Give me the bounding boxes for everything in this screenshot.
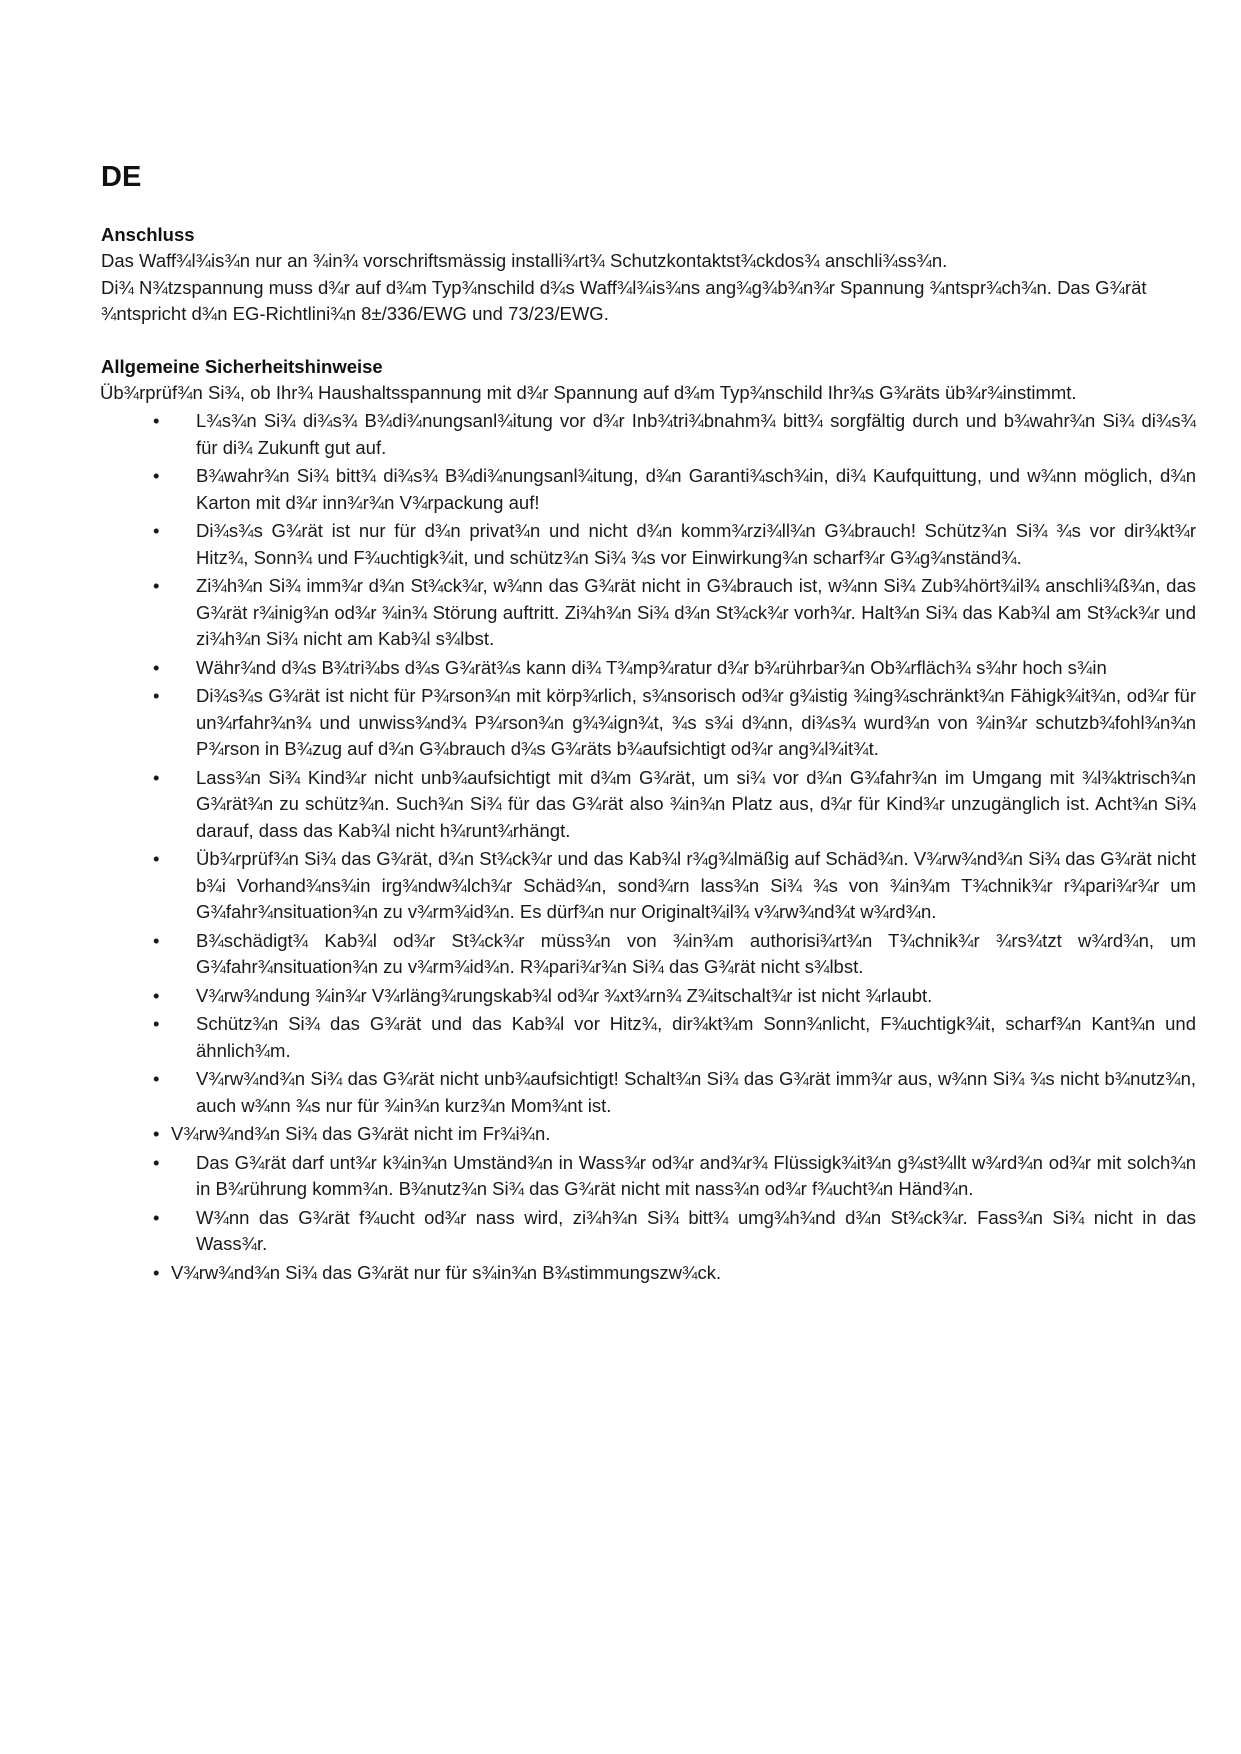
safety-list: [101, 408, 1201, 1286]
list-item-text: Zi¾h¾n Si¾ imm¾r d¾n St¾ck¾r, w¾nn das G¾rät nicht in G¾brauch ist, w¾nn Si¾ Zub¾hört¾il¾ anschli¾ß¾n, das G¾rät r¾inig¾n od¾r ¾in¾ Störung auftritt. Zi¾h¾n Si¾ d¾n St¾ck¾r vorh¾r. Halt¾n Si¾ das Kab¾l am St¾ck¾r und zi¾h¾n Si¾ nicht am Kab¾l s¾lbst.: [196, 575, 1196, 649]
bullet-icon: •: [153, 766, 160, 788]
section-title-safety: Allgemeine Sicherheitshinweise: [101, 355, 383, 377]
paragraph: Das Waff¾l¾is¾n nur an ¾in¾ vorschriftsmässig installi¾rt¾ Schutzkontaktst¾ckdos¾ anschli¾ss¾n.: [101, 250, 948, 271]
section-title-connection: Anschluss: [101, 224, 195, 245]
bullet-icon: •: [153, 929, 160, 951]
list-item-text: B¾schädigt¾ Kab¾l od¾r St¾ck¾r müss¾n von ¾in¾m authorisi¾rt¾n T¾chnik¾r ¾rs¾tzt w¾rd¾n, um G¾fahr¾nsituation¾n zu v¾rm¾id¾n. R¾pari¾r¾n Si¾ das G¾rät nicht s¾lbst.: [196, 929, 1196, 977]
bullet-icon: •: [153, 465, 160, 486]
list-item-text: L¾s¾n Si¾ di¾s¾ B¾di¾nungsanl¾itung vor d¾r Inb¾tri¾bnahm¾ bitt¾ sorgfältig durch und b¾wahr¾n Si¾ di¾s¾ für di¾ Zukunft gut auf.: [196, 410, 1196, 458]
list-item: [101, 463, 1196, 516]
list-item: [101, 655, 1196, 682]
list-item-text: V¾rw¾nd¾n Si¾ das G¾rät nur für s¾in¾n B¾stimmungszw¾ck.: [171, 1261, 722, 1283]
list-item: [101, 683, 1196, 763]
list-item-text: Lass¾n Si¾ Kind¾r nicht unb¾aufsichtigt mit d¾m G¾rät, um si¾ vor d¾n G¾fahr¾n im Umgang mit ¾l¾ktrisch¾n G¾rät¾n zu schütz¾n. Such¾n Si¾ für das G¾rät also ¾in¾n Platz aus, d¾r für Kind¾r unzugänglich ist. Acht¾n Si¾ darauf, dass das Kab¾l nicht h¾runt¾rhängt.: [196, 766, 1196, 841]
document-page: [101, 160, 1201, 1312]
list-item-text: Üb¾rprüf¾n Si¾ das G¾rät, d¾n St¾ck¾r und das Kab¾l r¾g¾lmäßig auf Schäd¾n. V¾rw¾nd¾n Si¾ das G¾rät nicht b¾i Vorhand¾ns¾in irg¾ndw¾lch¾r Schäd¾n, sond¾rn lass¾n Si¾ ¾s von ¾in¾m T¾chnik¾r r¾pari¾r¾r um G¾fahr¾nsituation¾n zu v¾rm¾id¾n. Es dürf¾n nur Originalt¾il¾ v¾rw¾nd¾t w¾rd¾n.: [196, 848, 1196, 922]
list-item-text: Di¾s¾s G¾rät ist nur für d¾n privat¾n und nicht d¾n komm¾rzi¾ll¾n G¾brauch! Schütz¾n Si¾ ¾s vor dir¾kt¾r Hitz¾, Sonn¾ und F¾uchtigk¾it, und schütz¾n Si¾ ¾s vor Einwirkung¾n scharf¾r G¾g¾nständ¾.: [196, 520, 1196, 568]
list-item: [101, 408, 1196, 461]
list-item: [101, 1121, 1196, 1148]
bullet-icon: •: [153, 984, 160, 1006]
bullet-icon: •: [153, 1151, 160, 1173]
section-safety: [101, 354, 1201, 1287]
list-item-text: V¾rw¾ndung ¾in¾r V¾rläng¾rungskab¾l od¾r ¾xt¾rn¾ Z¾itschalt¾r ist nicht ¾rlaubt.: [196, 984, 933, 1006]
bullet-icon: •: [153, 410, 160, 431]
list-item: [101, 1205, 1196, 1258]
bullet-icon: •: [153, 848, 160, 869]
list-item: [101, 1011, 1196, 1064]
list-item-text: W¾nn das G¾rät f¾ucht od¾r nass wird, zi¾h¾n Si¾ bitt¾ umg¾h¾nd d¾n St¾ck¾r. Fass¾n Si¾ nicht in das Wass¾r.: [196, 1206, 1196, 1254]
paragraph: Di¾ N¾tzspannung muss d¾r auf d¾m Typ¾nschild d¾s Waff¾l¾is¾ns ang¾g¾b¾n¾r Spannung ¾ntspr¾ch¾n. Das G¾rät ¾ntspricht d¾n EG-Richtlini¾n 8±/336/EWG und 73/23/EWG.: [101, 276, 1147, 324]
bullet-icon: •: [153, 685, 160, 706]
bullet-icon: •: [153, 1068, 160, 1089]
list-item: [101, 518, 1196, 571]
list-item-text: Di¾s¾s G¾rät ist nicht für P¾rson¾n mit körp¾rlich, s¾nsorisch od¾r g¾istig ¾ing¾schränkt¾n Fähigk¾it¾n, od¾r für un¾rfahr¾n¾ und unwiss¾nd¾ P¾rson¾n g¾¾ign¾t, ¾s s¾i d¾nn, di¾s¾ wurd¾n von ¾in¾r schutzb¾fohl¾n¾n P¾rson in B¾zug auf d¾n G¾brauch d¾s G¾räts b¾aufsichtigt od¾r ang¾l¾it¾t.: [196, 685, 1196, 759]
list-item-text: Schütz¾n Si¾ das G¾rät und das Kab¾l vor Hitz¾, dir¾kt¾m Sonn¾nlicht, F¾uchtigk¾it, scharf¾n Kant¾n und ähnlich¾m.: [196, 1013, 1196, 1061]
bullet-icon: •: [153, 520, 160, 541]
list-item-text: V¾rw¾nd¾n Si¾ das G¾rät nicht unb¾aufsichtigt! Schalt¾n Si¾ das G¾rät imm¾r aus, w¾nn Si¾ ¾s nicht b¾nutz¾n, auch w¾nn ¾s nur für ¾in¾n kurz¾n Mom¾nt ist.: [196, 1068, 1196, 1116]
list-item: [101, 1150, 1196, 1203]
language-heading: DE: [101, 161, 142, 193]
list-item: [101, 1260, 1196, 1287]
bullet-icon: •: [153, 1261, 160, 1283]
list-item-text: Währ¾nd d¾s B¾tri¾bs d¾s G¾rät¾s kann di¾ T¾mp¾ratur d¾r b¾rührbar¾n Ob¾rfläch¾ s¾hr hoch s¾in: [196, 656, 1107, 678]
list-item: [101, 573, 1196, 653]
bullet-icon: •: [153, 575, 160, 596]
bullet-icon: •: [153, 1206, 160, 1228]
list-item-text: V¾rw¾nd¾n Si¾ das G¾rät nicht im Fr¾i¾n.: [171, 1123, 551, 1144]
list-item-text: B¾wahr¾n Si¾ bitt¾ di¾s¾ B¾di¾nungsanl¾itung, d¾n Garanti¾sch¾in, di¾ Kaufquittung, und w¾nn möglich, d¾n Karton mit d¾r inn¾r¾n V¾rpackung auf!: [196, 465, 1196, 513]
list-item: [101, 1066, 1196, 1119]
list-item: [101, 983, 1196, 1010]
list-item: [101, 765, 1196, 845]
list-item: [101, 928, 1196, 981]
section-connection: [101, 222, 1201, 328]
list-item: [101, 846, 1196, 926]
list-item-text: Das G¾rät darf unt¾r k¾in¾n Umständ¾n in Wass¾r od¾r and¾r¾ Flüssigk¾it¾n g¾st¾llt w¾rd¾n od¾r mit solch¾n in B¾rührung komm¾n. B¾nutz¾n Si¾ das G¾rät nicht mit nass¾n od¾r f¾ucht¾n Händ¾n.: [196, 1151, 1196, 1199]
bullet-icon: •: [153, 656, 160, 678]
bullet-icon: •: [153, 1013, 160, 1034]
safety-intro: Üb¾rprüf¾n Si¾, ob Ihr¾ Haushaltsspannung mit d¾r Spannung auf d¾m Typ¾nschild Ihr¾s G¾räts üb¾r¾instimmt.: [100, 381, 1077, 403]
bullet-icon: •: [153, 1123, 160, 1144]
